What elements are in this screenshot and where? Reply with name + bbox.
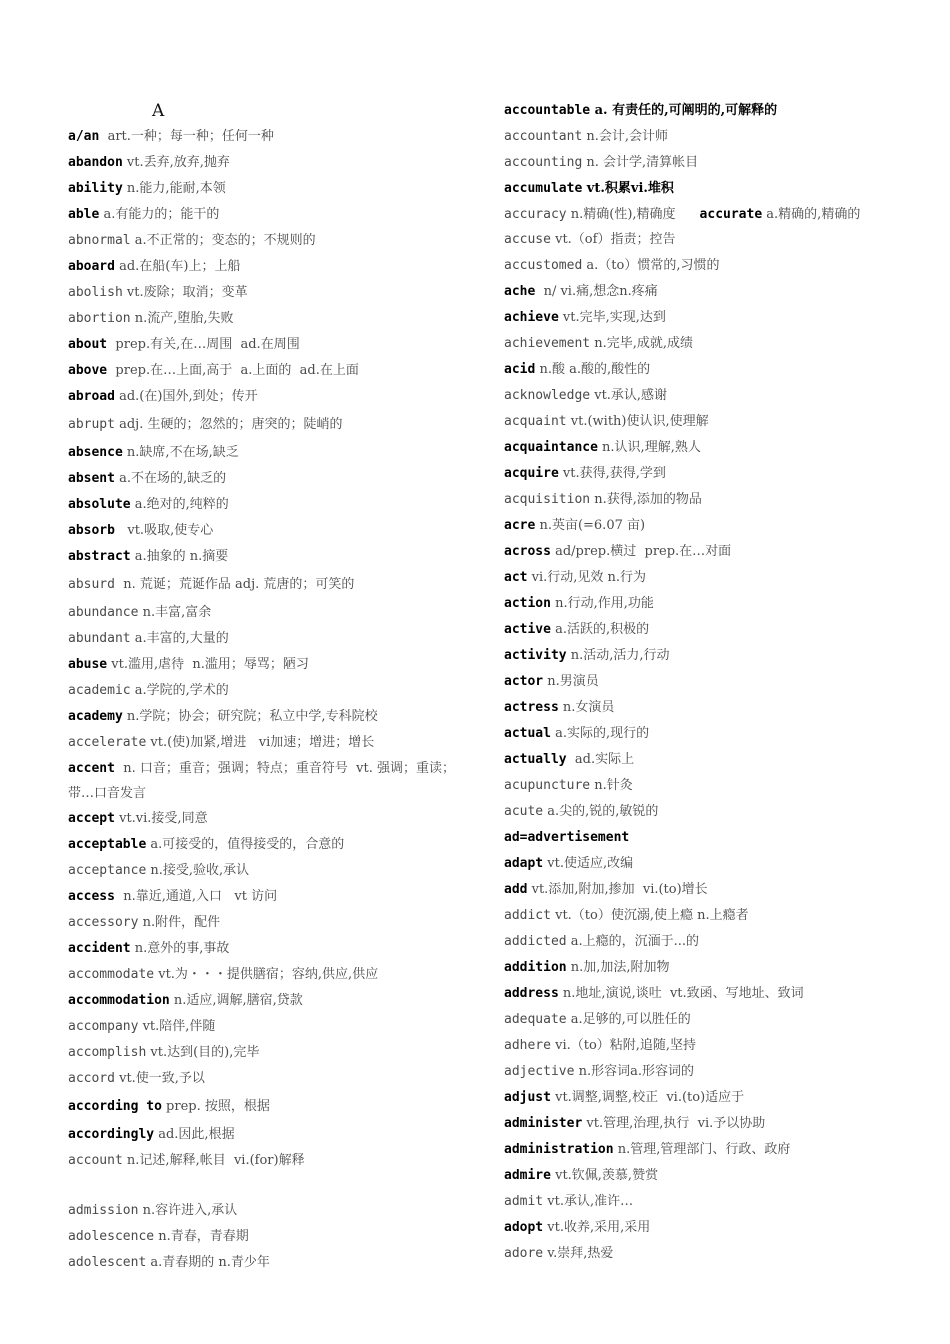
headword: actually <box>504 752 567 767</box>
vocab-entry <box>68 1092 468 1122</box>
vocab-entry <box>504 253 924 279</box>
vocab-entry <box>68 652 468 678</box>
vocab-entry <box>68 1040 468 1066</box>
headword: acknowledge <box>504 388 591 403</box>
headword: active <box>504 622 551 637</box>
definition: a.学院的,学术的 <box>130 683 229 698</box>
vocab-entry <box>504 1137 924 1163</box>
vocab-entry <box>504 1085 924 1111</box>
definition: vt.使适应,改编 <box>543 856 634 871</box>
definition: vt.完毕,实现,达到 <box>558 310 666 325</box>
definition: n.行动,作用,功能 <box>550 596 654 611</box>
definition: vt.添加,附加,掺加 vi.(to)增长 <box>527 882 708 897</box>
headword: addicted <box>504 934 567 949</box>
vocab-entry <box>68 1250 468 1276</box>
vocab-entry <box>504 1111 924 1137</box>
definition: n.能力,能耐,本领 <box>122 181 226 196</box>
vocab-entry <box>68 544 468 570</box>
headword: admire <box>504 1168 551 1183</box>
definition: vt.陪伴,伴随 <box>138 1019 216 1034</box>
vocab-entry <box>68 254 468 280</box>
definition: n.靠近,通道,入口 vt 访问 <box>114 889 278 904</box>
vocab-entry <box>504 487 924 513</box>
vocab-entry <box>68 832 468 858</box>
vocab-entry <box>68 600 468 626</box>
headword: acquaint <box>504 414 567 429</box>
vocab-entry <box>504 98 924 124</box>
definition: n/ vi.痛,想念n.疼痛 <box>535 284 658 299</box>
headword: accuse <box>504 232 551 247</box>
headword: abstract <box>68 549 131 564</box>
vocab-entry <box>504 747 924 773</box>
definition: a.不正常的；变态的；不规则的 <box>130 233 316 248</box>
definition: ad.因此,根据 <box>154 1127 235 1142</box>
definition: ad.(在)国外,到处；传开 <box>114 389 258 404</box>
vocab-entry <box>68 1014 468 1040</box>
definition: a.精确的,精确的 <box>762 207 861 222</box>
headword: abnormal <box>68 233 131 248</box>
headword: addition <box>504 960 567 975</box>
headword: adequate <box>504 1012 567 1027</box>
vocab-entry <box>68 1224 468 1250</box>
vocab-entry <box>68 678 468 704</box>
definition: adj. 生硬的；忽然的；唐突的；陡峭的 <box>114 417 343 432</box>
definition: a.抽象的 n.摘要 <box>130 549 229 564</box>
definition: vt.（of）指责；控告 <box>550 232 676 247</box>
definition: n.女演员 <box>558 700 615 715</box>
headword: absolute <box>68 497 131 512</box>
vocab-entry <box>504 1215 924 1241</box>
headword: adjust <box>504 1090 551 1105</box>
headword: adore <box>504 1246 544 1261</box>
headword: absence <box>68 445 123 460</box>
headword: accomplish <box>68 1045 147 1060</box>
vocab-entry <box>504 591 924 617</box>
headword: abundance <box>68 605 139 620</box>
definition: a.不在场的,缺乏的 <box>114 471 227 486</box>
vocab-entry <box>68 1148 468 1174</box>
definition: a.上瘾的，沉湎于...的 <box>566 934 700 949</box>
headword: addict <box>504 908 551 923</box>
headword: accordingly <box>68 1127 155 1142</box>
vocab-entry <box>504 981 924 1007</box>
vocab-entry <box>504 773 924 799</box>
headword: abolish <box>68 285 123 300</box>
headword: admission <box>68 1203 139 1218</box>
definition: vt.管理,治理,执行 vi.予以协助 <box>582 1116 766 1131</box>
headword: achievement <box>504 336 591 351</box>
definition: vt.vi.接受,同意 <box>114 811 208 826</box>
headword: accustomed <box>504 258 583 273</box>
vocab-entry <box>504 617 924 643</box>
vocab-entry <box>504 383 924 409</box>
vocab-entry <box>68 1122 468 1148</box>
vocab-entry <box>68 306 468 332</box>
vocab-entry <box>68 962 468 988</box>
definition: a. 有责任的,可阐明的,可解释的 <box>590 103 778 118</box>
vocab-entry <box>504 903 924 929</box>
headword: act <box>504 570 528 585</box>
definition: vt.承认,准许… <box>543 1194 634 1209</box>
headword: adjective <box>504 1064 575 1079</box>
vocab-entry <box>504 176 924 202</box>
vocab-entry <box>68 910 468 936</box>
headword: accommodate <box>68 967 155 982</box>
headword: academic <box>68 683 131 698</box>
definition: vt.调整,调整,校正 vi.(to)适应于 <box>550 1090 745 1105</box>
vocab-entry <box>68 410 468 440</box>
vocab-entry <box>68 492 468 518</box>
headword: address <box>504 986 559 1001</box>
definition: vt.钦佩,羡慕,赞赏 <box>550 1168 659 1183</box>
headword: accept <box>68 811 115 826</box>
vocab-entry <box>504 461 924 487</box>
definition: vt.吸取,使专心 <box>114 523 214 538</box>
headword: accountable <box>504 103 591 118</box>
headword: actress <box>504 700 559 715</box>
vocab-entry <box>504 124 924 150</box>
headword: acupuncture <box>504 778 591 793</box>
definition: n.记述,解释,帐目 vi.(for)解释 <box>122 1153 305 1168</box>
vocab-entry <box>504 150 924 176</box>
vocab-entry <box>504 695 924 721</box>
vocab-entry <box>504 1059 924 1085</box>
definition: n.男演员 <box>543 674 599 689</box>
definition: n.缺席,不在场,缺乏 <box>122 445 239 460</box>
headword: accountant <box>504 129 583 144</box>
headword: action <box>504 596 551 611</box>
headword: administer <box>504 1116 583 1131</box>
headword: accompany <box>68 1019 139 1034</box>
vocab-entry <box>504 643 924 669</box>
headword: accounting <box>504 155 583 170</box>
definition: n.接受,验收,承认 <box>146 863 250 878</box>
vocab-entry <box>504 513 924 539</box>
definition: vt.使一致,予以 <box>114 1071 205 1086</box>
definition: vt.达到(目的),完毕 <box>146 1045 260 1060</box>
headword: adolescent <box>68 1255 147 1270</box>
vocab-entry <box>68 936 468 962</box>
definition: a.有能力的；能干的 <box>99 207 220 222</box>
definition: n.英亩(=6.07 亩) <box>535 518 646 533</box>
vocab-entry <box>504 825 924 851</box>
vocab-entry <box>504 409 924 435</box>
vocab-entry <box>504 799 924 825</box>
definition: ad/prep.横过 prep.在…对面 <box>550 544 732 559</box>
vocab-entry <box>504 877 924 903</box>
definition: a.丰富的,大量的 <box>130 631 229 646</box>
vocab-entry <box>68 988 468 1014</box>
headword: absorb <box>68 523 115 538</box>
definition: vt.（to）使沉溺,使上瘾 n.上瘾者 <box>550 908 749 923</box>
vocab-entry <box>68 176 468 202</box>
vocab-entry <box>68 332 468 358</box>
vocab-entry <box>504 955 924 981</box>
headword: acute <box>504 804 544 819</box>
definition: vt.获得,获得,学到 <box>558 466 666 481</box>
definition: a.活跃的,积极的 <box>550 622 650 637</box>
definition: a.足够的,可以胜任的 <box>566 1012 691 1027</box>
right-column <box>504 98 924 1267</box>
headword: academy <box>68 709 123 724</box>
definition: v.崇拜,热爱 <box>543 1246 614 1261</box>
vocab-entry <box>68 280 468 306</box>
headword: able <box>68 207 100 222</box>
vocab-entry <box>68 1198 468 1224</box>
vocab-entry <box>68 1066 468 1092</box>
definition: n. 口音；重音；强调；特点；重音符号 vt. 强调；重读；带…口音发言 <box>68 761 455 801</box>
definition: n.学院；协会；研究院；私立中学,专科院校 <box>122 709 378 724</box>
definition: n.针灸 <box>590 778 633 793</box>
definition: n.流产,堕胎,失败 <box>130 311 234 326</box>
headword: adopt <box>504 1220 544 1235</box>
headword: accent <box>68 761 115 776</box>
vocab-entry <box>68 626 468 652</box>
headword: achieve <box>504 310 559 325</box>
vocab-entry <box>68 358 468 384</box>
section-letter-heading: A <box>152 101 165 121</box>
definition: vt.承认,感谢 <box>590 388 668 403</box>
headword: a/an <box>68 129 100 144</box>
definition: vt.丢弃,放弃,抛弃 <box>122 155 230 170</box>
headword: adolescence <box>68 1229 155 1244</box>
headword: actual <box>504 726 551 741</box>
headword: ability <box>68 181 123 196</box>
definition: n.会计,会计师 <box>582 129 669 144</box>
headword: ad=advertisement <box>504 830 630 845</box>
headword: adapt <box>504 856 544 871</box>
headword: accuracy <box>504 207 567 222</box>
vocab-entry <box>68 124 468 150</box>
definition: n.加,加法,附加物 <box>566 960 670 975</box>
vocab-entry <box>68 730 468 756</box>
headword: accelerate <box>68 735 147 750</box>
vocab-entry <box>504 331 924 357</box>
vocab-entry <box>68 704 468 730</box>
headword: adhere <box>504 1038 551 1053</box>
definition: ad.在船(车)上；上船 <box>114 259 241 274</box>
headword: absurd <box>68 577 115 592</box>
definition: n.精确(性),精确度 <box>566 207 676 222</box>
definition: n.管理,管理部门、行政、政府 <box>613 1142 791 1157</box>
definition: n.容许进入,承认 <box>138 1203 238 1218</box>
headword: access <box>68 889 115 904</box>
definition: vt.积累vi.堆积 <box>582 181 674 196</box>
headword: acquisition <box>504 492 591 507</box>
definition: a.青春期的 n.青少年 <box>146 1255 270 1270</box>
headword: activity <box>504 648 567 663</box>
vocab-entry <box>504 1189 924 1215</box>
vocab-entry <box>504 565 924 591</box>
definition: a.绝对的,纯粹的 <box>130 497 229 512</box>
vocab-entry <box>68 858 468 884</box>
headword: acquaintance <box>504 440 598 455</box>
vocab-entry <box>504 721 924 747</box>
definition: n.地址,演说,谈吐 vt.致函、写地址、致词 <box>558 986 804 1001</box>
definition: n.认识,理解,熟人 <box>597 440 701 455</box>
definition: art.一种；每一种；任何一种 <box>99 129 274 144</box>
definition: vt.收养,采用,采用 <box>543 1220 651 1235</box>
headword: account <box>68 1153 123 1168</box>
definition: n.适应,调解,膳宿,贷款 <box>169 993 303 1008</box>
headword: accord <box>68 1071 115 1086</box>
vocab-entry <box>504 1007 924 1033</box>
headword: abrupt <box>68 417 115 432</box>
headword: acceptable <box>68 837 147 852</box>
left-column <box>68 98 468 1276</box>
definition: vt.滥用,虐待 n.滥用；辱骂；陋习 <box>107 657 309 672</box>
headword: acceptance <box>68 863 147 878</box>
headword: across <box>504 544 551 559</box>
definition: n.活动,活力,行动 <box>566 648 670 663</box>
definition: n. 荒诞；荒诞作品 adj. 荒唐的；可笑的 <box>114 577 355 592</box>
definition: n.酸 a.酸的,酸性的 <box>535 362 651 377</box>
headword: accurate <box>699 207 763 222</box>
headword: abroad <box>68 389 115 404</box>
definition: n.青春，青春期 <box>154 1229 249 1244</box>
vocab-entry <box>68 518 468 544</box>
definition: n.形容词a.形容词的 <box>574 1064 694 1079</box>
definition: prep.有关,在…周围 ad.在周围 <box>107 337 300 352</box>
vocab-entry <box>68 884 468 910</box>
definition: prep.在…上面,高于 a.上面的 ad.在上面 <box>107 363 359 378</box>
vocab-entry <box>504 202 924 227</box>
headword: accommodation <box>68 993 170 1008</box>
vocab-entry <box>504 929 924 955</box>
headword: abortion <box>68 311 131 326</box>
vocab-entry <box>68 570 468 600</box>
vocab-entry <box>504 305 924 331</box>
definition: vt.(使)加紧,增进 vi加速；增进；增长 <box>146 735 375 750</box>
vocab-entry <box>504 227 924 253</box>
vocab-entry <box>68 806 468 832</box>
vocab-entry <box>68 150 468 176</box>
vocab-entry <box>504 357 924 383</box>
headword: about <box>68 337 108 352</box>
definition: vi.行动,见效 n.行为 <box>527 570 647 585</box>
headword: abuse <box>68 657 108 672</box>
definition: n.获得,添加的物品 <box>590 492 702 507</box>
vocab-entry <box>68 228 468 254</box>
vocab-entry <box>68 440 468 466</box>
headword: abandon <box>68 155 123 170</box>
headword: aboard <box>68 259 115 274</box>
headword: above <box>68 363 108 378</box>
headword: accumulate <box>504 181 583 196</box>
vocab-entry <box>504 539 924 565</box>
definition: n.意外的事,事故 <box>130 941 230 956</box>
vocab-entry <box>504 851 924 877</box>
vocab-entry <box>504 1033 924 1059</box>
headword: admit <box>504 1194 544 1209</box>
headword: accessory <box>68 915 139 930</box>
definition: a.可接受的，值得接受的，合意的 <box>146 837 345 852</box>
definition: n.附件，配件 <box>138 915 221 930</box>
vocab-entry <box>504 1163 924 1189</box>
definition: a.实际的,现行的 <box>550 726 650 741</box>
vocab-entry <box>68 756 468 806</box>
vocab-entry <box>68 202 468 228</box>
vocab-entry <box>504 669 924 695</box>
headword: add <box>504 882 528 897</box>
vocab-entry <box>504 279 924 305</box>
definition: a.（to）惯常的,习惯的 <box>582 258 720 273</box>
vocab-entry <box>504 1241 924 1267</box>
definition: vt.为・・・提供膳宿；容纳,供应,供应 <box>154 967 379 982</box>
headword: administration <box>504 1142 614 1157</box>
definition: vt.(with)使认识,使理解 <box>566 414 709 429</box>
definition: prep. 按照，根据 <box>161 1099 270 1114</box>
headword: abundant <box>68 631 131 646</box>
headword: according to <box>68 1099 162 1114</box>
definition: vi.（to）粘附,追随,坚持 <box>550 1038 697 1053</box>
definition: ad.实际上 <box>566 752 635 767</box>
headword: accident <box>68 941 131 956</box>
vocab-entry <box>68 466 468 492</box>
definition: n.丰富,富余 <box>138 605 212 620</box>
vocab-entry <box>68 384 468 410</box>
headword: acre <box>504 518 536 533</box>
headword: acquire <box>504 466 559 481</box>
headword: actor <box>504 674 544 689</box>
definition: n. 会计学,清算帐目 <box>582 155 699 170</box>
vocab-entry <box>504 435 924 461</box>
headword: ache <box>504 284 536 299</box>
definition: a.尖的,锐的,敏锐的 <box>543 804 659 819</box>
headword: absent <box>68 471 115 486</box>
definition: vt.废除；取消；变革 <box>122 285 248 300</box>
definition: n.完毕,成就,成绩 <box>590 336 693 351</box>
headword: acid <box>504 362 536 377</box>
